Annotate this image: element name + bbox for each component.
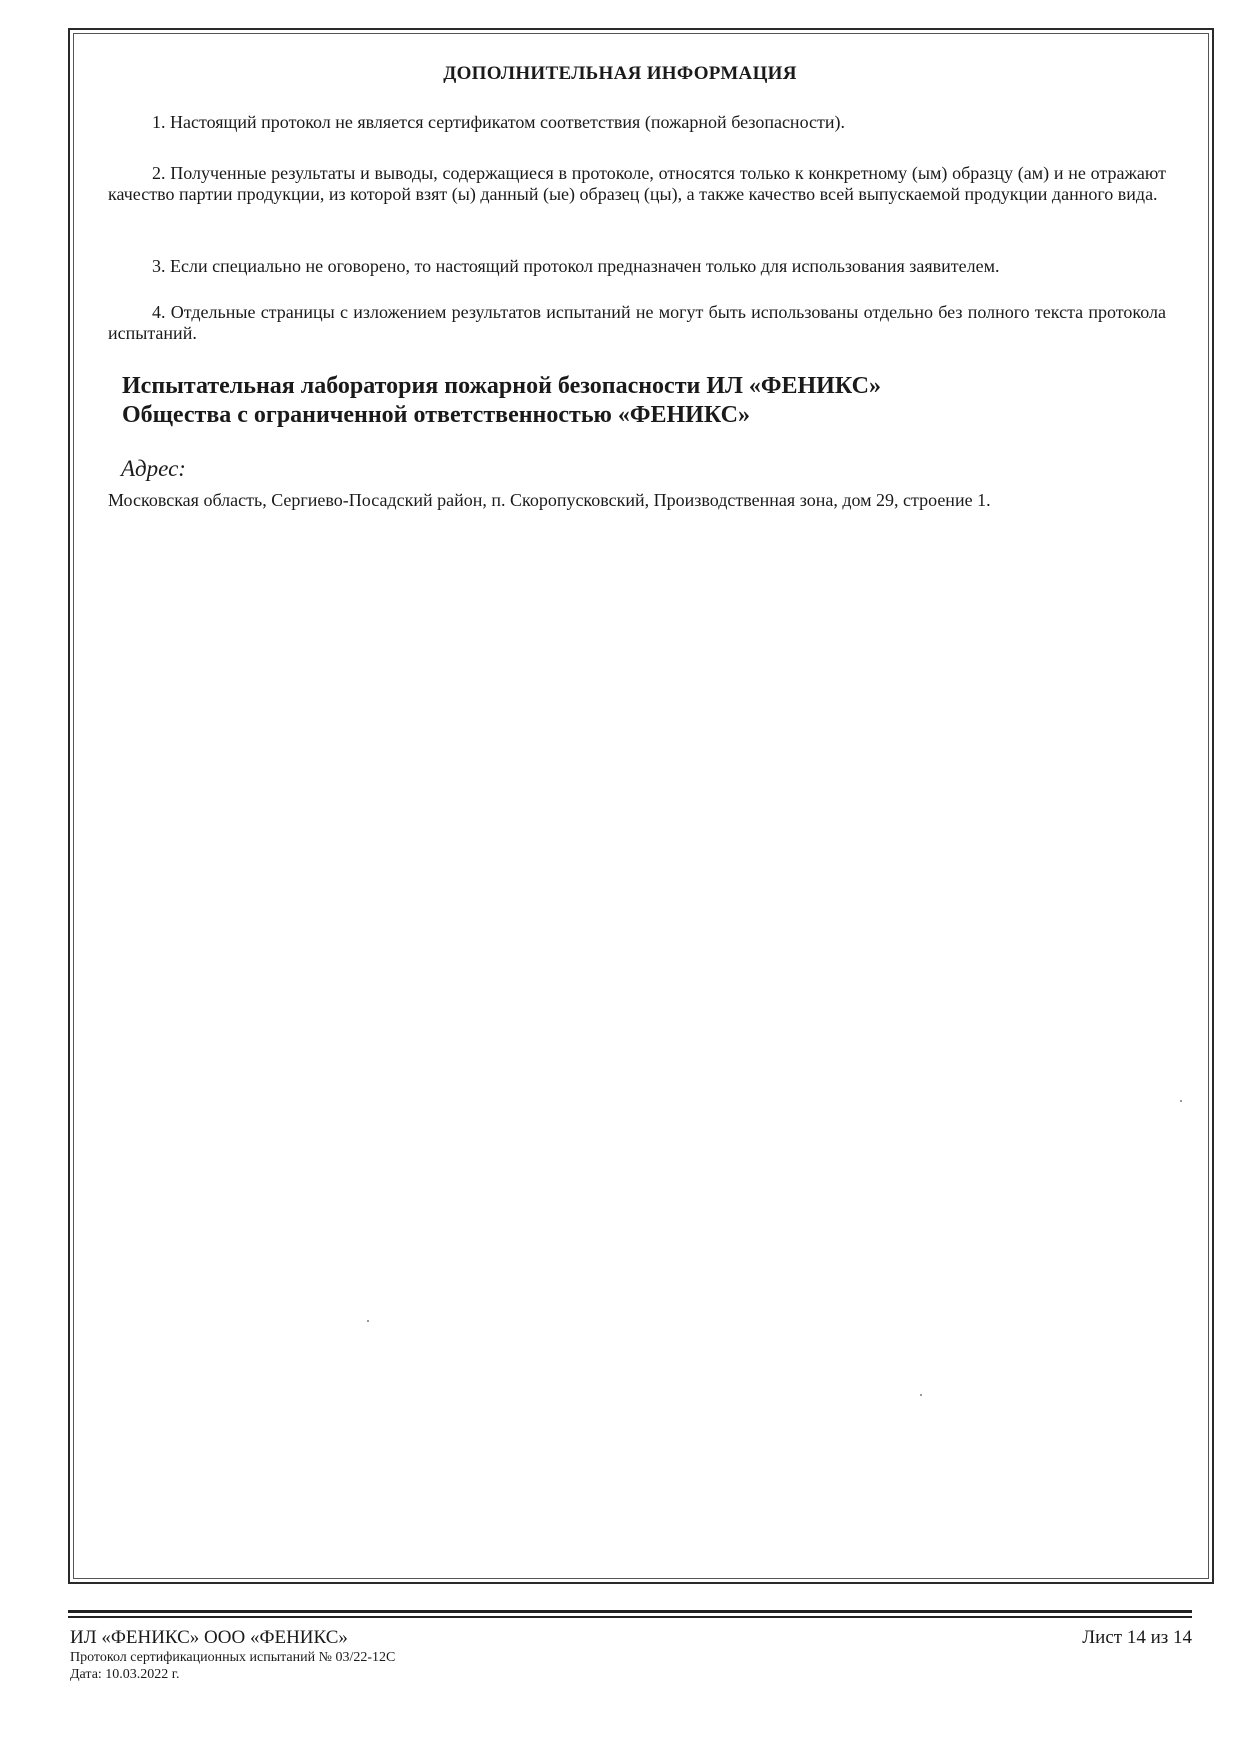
info-paragraph-4: 4. Отдельные страницы с изложением результатов испытаний не могут быть использованы отдельно без полного текста протокола испытаний. (108, 302, 1166, 343)
scan-speck (1180, 1100, 1182, 1102)
info-paragraph-2: 2. Полученные результаты и выводы, содержащиеся в протоколе, относятся только к конкретному (ым) образцу (ам) и не отражают качество партии продукции, из которой взят (ы) данный (ые) образец (цы), а также качество всей выпускаемой продукции данного вида. (108, 163, 1166, 204)
laboratory-line-1: Испытательная лаборатория пожарной безопасности ИЛ «ФЕНИКС» (122, 373, 881, 399)
scan-speck (920, 1394, 922, 1396)
info-paragraph-1: 1. Настоящий протокол не является сертификатом соответствия (пожарной безопасности). (152, 112, 845, 132)
footer-divider (68, 1610, 1192, 1618)
page-number: Лист 14 из 14 (1082, 1627, 1192, 1648)
laboratory-name (122, 372, 881, 430)
footer-info (70, 1627, 395, 1683)
address-text: Московская область, Сергиево-Посадский район, п. Скоропусковский, Производственная зона, дом 29, строение 1. (108, 490, 991, 510)
address-label: Адрес: (121, 456, 186, 481)
section-heading: ДОПОЛНИТЕЛЬНАЯ ИНФОРМАЦИЯ (443, 63, 797, 84)
scan-speck (367, 1320, 369, 1322)
footer-organization: ИЛ «ФЕНИКС» ООО «ФЕНИКС» (70, 1627, 348, 1648)
laboratory-line-2: Общества с ограниченной ответственностью «ФЕНИКС» (122, 402, 750, 428)
info-paragraph-3: 3. Если специально не оговорено, то настоящий протокол предназначен только для использования заявителем. (152, 256, 1000, 276)
footer-protocol: Протокол сертификационных испытаний № 03/22-12С (70, 1650, 396, 1665)
footer-date: Дата: 10.03.2022 г. (70, 1667, 180, 1682)
